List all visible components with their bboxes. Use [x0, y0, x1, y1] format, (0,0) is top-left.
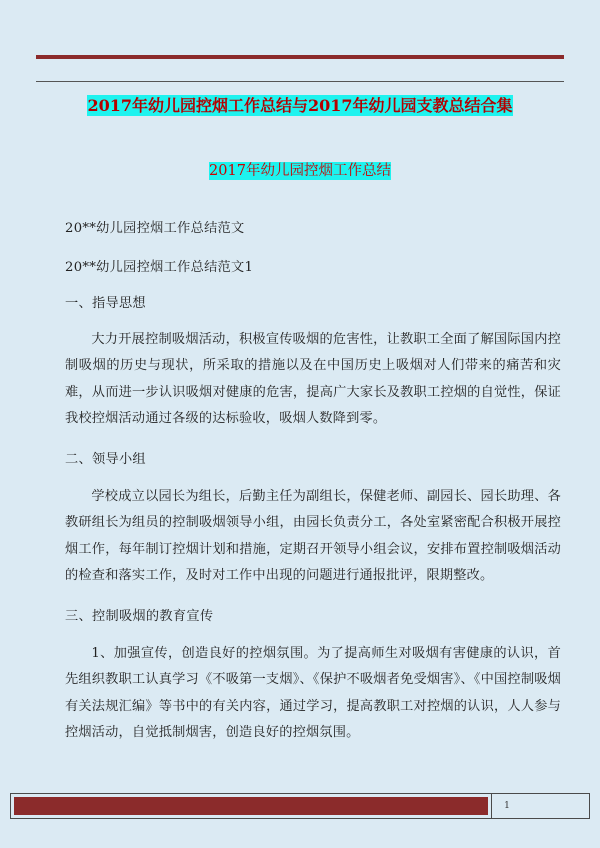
heading-leadership-group: 二、领导小组	[65, 452, 146, 467]
document-title-text: 2017年幼儿园控烟工作总结与2017年幼儿园支教总结合集	[87, 96, 513, 115]
section-title	[0, 159, 600, 180]
paragraph-education-publicity: 1、加强宣传，创造良好的控烟氛围。为了提高师生对吸烟有害健康的认识，首先组织教职工认真学习《不吸第一支烟》、《保护不吸烟者免受烟害》、《中国控制吸烟有关法规汇编》等书中的有关内容，通过学习，提高教职工对控烟的认识，人人参与控烟活动，自觉抵制烟害，创造良好的控烟氛围。	[65, 646, 561, 740]
text-line-2: 20**幼儿园控烟工作总结范文1	[65, 260, 254, 275]
heading-guiding-thought: 一、指导思想	[65, 296, 146, 311]
document-title	[0, 93, 600, 116]
paragraph-guiding-thought: 大力开展控制吸烟活动，积极宣传吸烟的危害性，让教职工全面了解国际国内控制吸烟的历史与现状，所采取的措施以及在中国历史上吸烟对人们带来的痛苦和灾难，从而进一步认识吸烟对健康的危害，提高广大家长及教职工控烟的自觉性，保证我校控烟活动通过各级的达标验收，吸烟人数降到零。	[65, 332, 561, 426]
text-line-1: 20**幼儿园控烟工作总结范文	[65, 221, 245, 236]
header-rule-thin	[36, 81, 564, 82]
section-title-text: 2017年幼儿园控烟工作总结	[209, 163, 391, 179]
paragraph-leadership-group: 学校成立以园长为组长，后勤主任为副组长，保健老师、副园长、园长助理、各教研组长为组员的控制吸烟领导小组，由园长负责分工，各处室紧密配合积极开展控烟工作，每年制订控烟计划和措施，定期召开领导小组会议，安排布置控制吸烟活动的检查和落实工作，及时对工作中出现的问题进行通报批评，限期整改。	[65, 489, 561, 583]
page-number: 1	[504, 801, 510, 811]
header-rule-thick	[36, 55, 564, 59]
heading-education-publicity: 三、控制吸烟的教育宣传	[65, 609, 214, 624]
footer-red-bar	[14, 797, 488, 815]
page-footer	[10, 793, 590, 819]
